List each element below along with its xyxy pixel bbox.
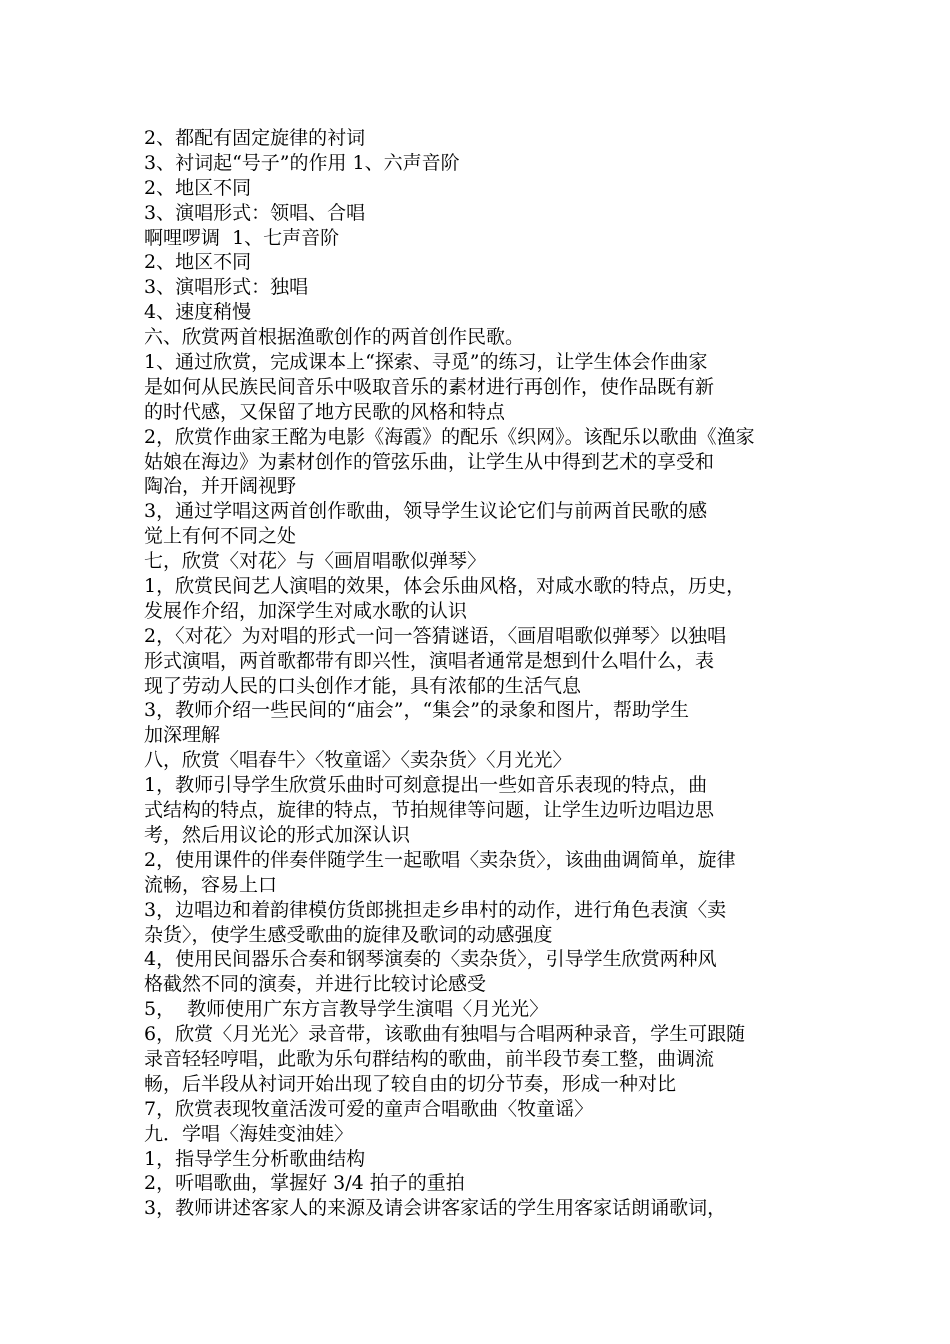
text-line: 3，教师介绍一些民间的“庙会”，“集会”的录象和图片，帮助学生 [144,699,689,722]
text-line: 6，欣赏〈月光光〉录音带，该歌曲有独唱与合唱两种录音，学生可跟随 [144,1023,746,1046]
section-heading: 九．学唱〈海娃变油娃〉 [144,1122,354,1145]
text-line: 3，通过学唱这两首创作歌曲，领导学生议论它们与前两首民歌的感 [144,500,708,523]
text-line: 录音轻轻哼唱，此歌为乐句群结构的歌曲，前半段节奏工整，曲调流 [144,1047,715,1070]
text-line: 1，欣赏民间艺人演唱的效果，体会乐曲风格，对咸水歌的特点，历史， [144,575,746,598]
text-line: 是如何从民族民间音乐中吸取音乐的素材进行再创作，使作品既有新 [144,375,715,398]
text-line: 考，然后用议论的形式加深认识 [144,823,411,846]
text-line: 式结构的特点，旋律的特点，节拍规律等问题，让学生边听边唱边思 [144,799,715,822]
text-line: 畅，后半段从衬词开始出现了较自由的切分节奏，形成一种对比 [144,1072,677,1095]
section-heading: 八，欣赏〈唱春牛〉〈牧童谣〉〈卖杂货〉〈月光光〉 [144,749,572,772]
text-line: 啊哩啰调 1、七声音阶 [144,226,340,249]
text-line: 2，欣赏作曲家王酩为电影《海霞》的配乐《织网》。该配乐以歌曲《渔家 [144,425,755,448]
text-line: 3，教师讲述客家人的来源及请会讲客家话的学生用客家话朗诵歌词， [144,1197,727,1220]
text-line: 3、演唱形式：独唱 [144,276,309,299]
text-line: 2、地区不同 [144,251,252,274]
text-line: 3、衬词起“号子”的作用 1、六声音阶 [144,151,460,174]
text-line: 2、都配有固定旋律的衬词 [144,127,366,149]
text-line: 现了劳动人民的口头创作才能，具有浓郁的生活气息 [144,674,582,697]
text-line: 4，使用民间器乐合奏和钢琴演奏的〈卖杂货〉，引导学生欣赏两种风 [144,948,717,971]
text-line: 1，指导学生分析歌曲结构 [144,1147,366,1170]
text-line: 形式演唱，两首歌都带有即兴性，演唱者通常是想到什么唱什么，表 [144,649,715,672]
text-line: 1，教师引导学生欣赏乐曲时可刻意提出一些如音乐表现的特点，曲 [144,774,708,797]
text-line: 的时代感，又保留了地方民歌的风格和特点 [144,400,506,423]
text-line: 姑娘在海边》为素材创作的管弦乐曲，让学生从中得到艺术的享受和 [144,450,715,473]
text-line: 加深理解 [144,724,221,747]
text-line: 杂货〉，使学生感受歌曲的旋律及歌词的动感强度 [144,923,553,946]
text-line: 流畅，容易上口 [144,873,278,896]
text-line: 发展作介绍，加深学生对咸水歌的认识 [144,599,468,622]
text-line: 2，听唱歌曲，掌握好 3/4 拍子的重拍 [144,1172,465,1195]
section-heading: 七，欣赏〈对花〉与〈画眉唱歌似弹琴〉 [144,550,487,573]
text-line: 觉上有何不同之处 [144,525,297,548]
text-line: 4、速度稍慢 [144,301,252,324]
text-line: 3，边唱边和着韵律模仿货郎挑担走乡串村的动作，进行角色表演〈卖 [144,898,727,921]
text-line: 1、通过欣赏，完成课本上“探索、寻觅”的练习，让学生体会作曲家 [144,351,708,374]
text-line: 2，〈对花〉为对唱的形式一问一答猜谜语，〈画眉唱歌似弹琴〉以独唱 [144,624,727,647]
text-line: 格截然不同的演奏，并进行比较讨论感受 [144,973,487,996]
text-line: 5， 教师使用广东方言教导学生演唱〈月光光〉 [144,998,549,1021]
document-body [144,126,816,1221]
text-line: 2、地区不同 [144,176,252,199]
text-line: 陶冶，并开阔视野 [144,475,297,498]
text-line: 7，欣赏表现牧童活泼可爱的童声合唱歌曲〈牧童谣〉 [144,1097,594,1120]
text-line: 3、演唱形式：领唱、合唱 [144,201,366,224]
text-line: 2，使用课件的伴奏伴随学生一起歌唱〈卖杂货〉，该曲曲调简单，旋律 [144,848,736,871]
section-heading: 六、欣赏两首根据渔歌创作的两首创作民歌。 [144,326,525,349]
